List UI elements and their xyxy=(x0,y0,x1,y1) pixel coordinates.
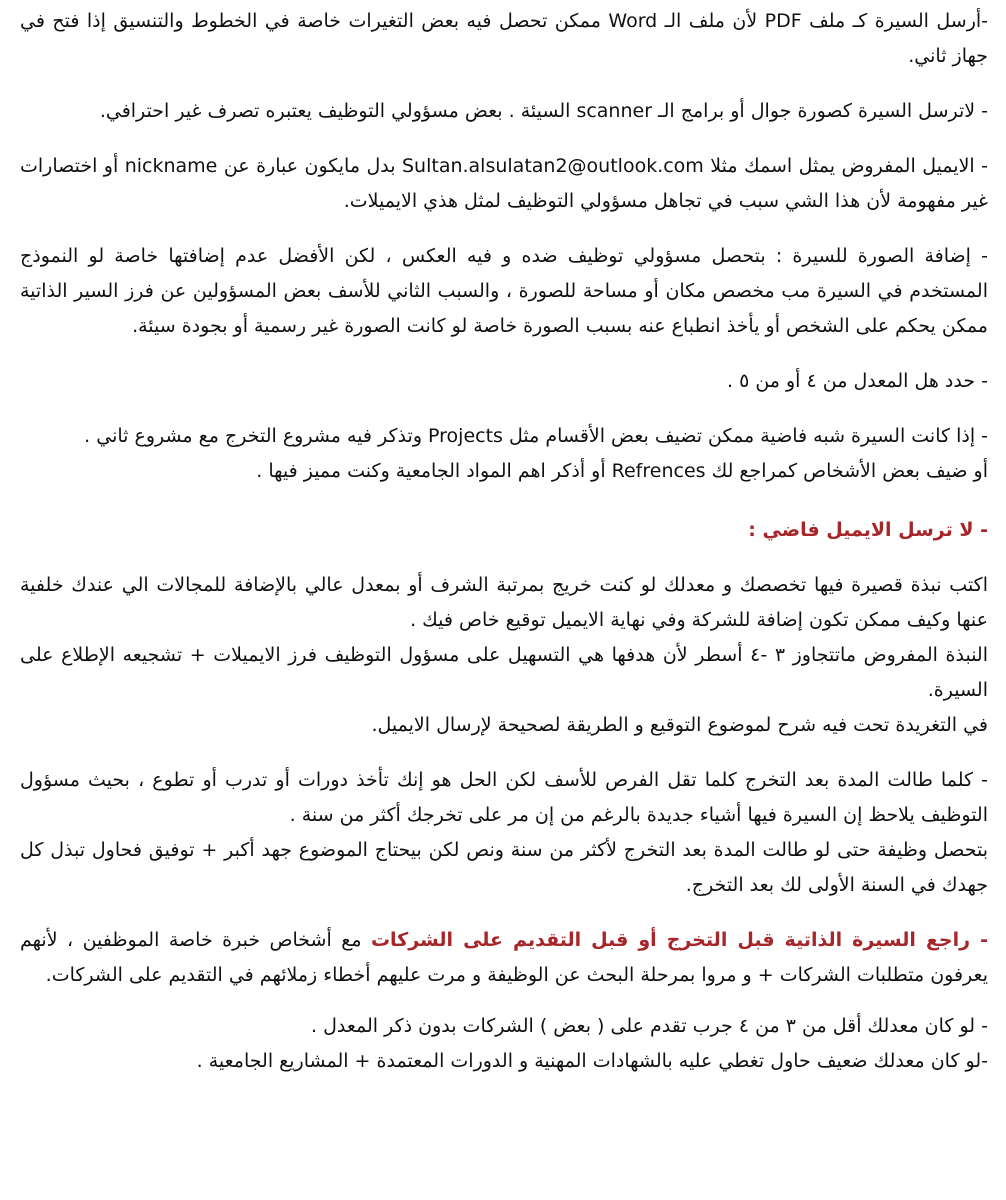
paragraph-email-summary xyxy=(20,568,988,743)
paragraph-photo-in-cv: - إضافة الصورة للسيرة : بتحصل مسؤولي توظيف ضده و فيه العكس ، لكن الأفضل عدم إضافتها خاصة لو النموذج المستخدم في السيرة مب مخصص مكان أو مساحة للصورة ، والسبب الثاني للأسف بعض المسؤولين عن فرز السير الذاتية ممكن يحكم على الشخص أو يأخذ انطباع عنه بسبب الصورة خاصة لو كانت الصورة غير رسمية أو بجودة سيئة. xyxy=(20,245,988,337)
paragraph-signature-note: في التغريدة تحت فيه شرح لموضوع التوقيع و الطريقة لصحيحة لإرسال الايميل. xyxy=(371,714,988,736)
paragraph-empty-cv-projects: - إذا كانت السيرة شبه فاضية ممكن تضيف بعض الأقسام مثل Projects وتذكر فيه مشروع التخرج مع مشروع ثاني . xyxy=(84,425,988,447)
paragraph-gpa-scale: - حدد هل المعدل من ٤ أو من ٥ . xyxy=(726,370,988,392)
paragraph-weak-gpa: -لو كان معدلك ضعيف حاول تغطي عليه بالشهادات المهنية و الدورات المعتمدة + المشاريع الجامعية . xyxy=(196,1050,988,1072)
paragraph-empty-cv xyxy=(20,419,988,489)
paragraph-no-phone-scan: - لاترسل السيرة كصورة جوال أو برامج الـ scanner السيئة . بعض مسؤولي التوظيف يعتبره تصرف غير احترافي. xyxy=(99,100,988,122)
paragraph-empty-cv-references: أو ضيف بعض الأشخاص كمراجع لك Refrences أو أذكر اهم المواد الجامعية وكنت مميز فيها . xyxy=(256,460,988,482)
paragraph-gpa-below-three: - لو كان معدلك أقل من ٣ من ٤ جرب تقدم على ( بعض ) الشركات بدون ذكر المعدل . xyxy=(310,1015,988,1037)
paragraph-email-address: - الايميل المفروض يمثل اسمك مثلا Sultan.alsulatan2@outlook.com بدل مايكون عبارة عن nickname أو اختصارات غير مفهومة لأن هذا الشي سبب في تجاهل مسؤولي التوظيف لمثل هذي الايميلات. xyxy=(20,155,988,212)
paragraph-summary-content: اكتب نبذة قصيرة فيها تخصصك و معدلك لو كنت خريج بمرتبة الشرف أو بمعدل عالي بالإضافة للمجالات الي عندك خلفية عنها وكيف ممكن تكون إضافة للشركة وفي نهاية الايميل توقيع خاص فيك . xyxy=(20,574,988,631)
highlight-review-cv: - راجع السيرة الذاتية قبل التخرج أو قبل التقديم على الشركات xyxy=(370,929,988,951)
section-heading-no-empty-email: - لا ترسل الايميل فاضي : xyxy=(748,519,988,541)
paragraph-summary-length: النبذة المفروض ماتتجاوز ٣ -٤ أسطر لأن هدفها هي التسهيل على مسؤول التوظيف فرز الايميلات + تشجيعه الإطلاع على السيرة. xyxy=(20,644,988,701)
paragraph-time-after-graduation xyxy=(20,763,988,903)
paragraph-send-as-pdf: -أرسل السيرة كـ ملف PDF لأن ملف الـ Word ممكن تحصل فيه بعض التغيرات خاصة في الخطوط والتنسيق إذا فتح في جهاز ثاني. xyxy=(20,10,989,67)
paragraph-courses-training: - كلما طالت المدة بعد التخرج كلما تقل الفرص للأسف لكن الحل هو إنك تأخذ دورات أو تدرب أو تطوع ، بحيث مسؤول التوظيف يلاحظ إن السيرة فيها أشياء جديدة بالرغم من إن مر على تخرجك أكثر من سنة . xyxy=(20,769,988,826)
paragraph-low-gpa xyxy=(20,1009,988,1079)
review-cv-rest: مع أشخاص خبرة خاصة الموظفين ، لأنهم يعرفون متطلبات الشركات + و مروا بمرحلة البحث عن الوظيفة و مرت عليهم أخطاء زملائهم في التقديم على الشركات. xyxy=(20,929,988,986)
paragraph-review-cv xyxy=(20,923,988,993)
paragraph-first-year-effort: بتحصل وظيفة حتى لو طالت المدة بعد التخرج لأكثر من سنة ونص لكن بيحتاج الموضوع جهد أكبر + توفيق فحاول تبذل كل جهدك في السنة الأولى لك بعد التخرج. xyxy=(20,839,988,896)
